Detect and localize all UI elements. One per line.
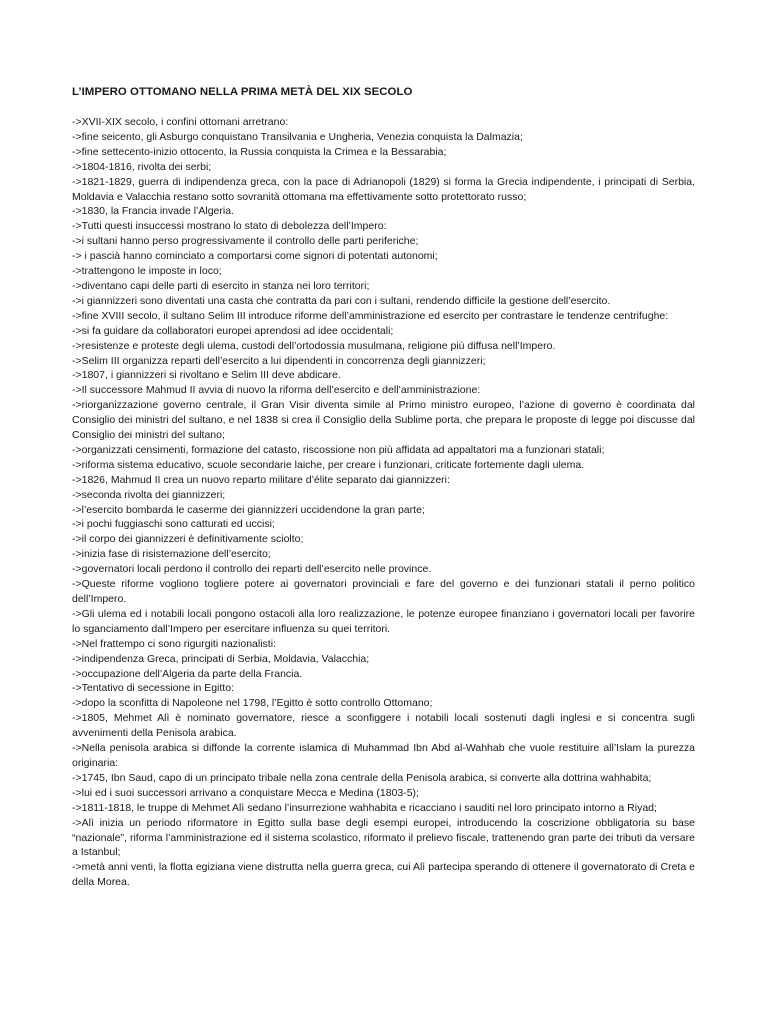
document-paragraph: ->i sultani hanno perso progressivamente il controllo delle parti periferiche; [72, 235, 419, 248]
document-paragraph: ->dopo la sconfitta di Napoleone nel 1798, l’Egitto è sotto controllo Ottomano; [72, 697, 433, 710]
document-paragraph: ->Tentativo di secessione in Egitto: [72, 682, 234, 695]
document-paragraph: ->Nella penisola arabica si diffonde la corrente islamica di Muhammad Ibn Abd al-Wahhab che vuole restituire all’Islam la purezza originaria: [72, 742, 695, 769]
document-paragraph: ->resistenze e proteste degli ulema, custodi dell’ortodossia musulmana, religione più diffusa nell’Impero. [72, 339, 556, 352]
document-paragraph: -> i pascià hanno cominciato a comportarsi come signori di potentati autonomi; [72, 250, 438, 263]
document-paragraph: ->lui ed i suoi successori arrivano a conquistare Mecca e Medina (1803-5); [72, 786, 419, 799]
document-paragraph: ->diventano capi delle parti di esercito in stanza nei loro territori; [72, 279, 370, 292]
document-paragraph: ->occupazione dell’Algeria da parte della Francia. [72, 667, 303, 680]
document-paragraph: ->1745, Ibn Saud, capo di un principato tribale nella zona centrale della Penisola arabica, si converte alla dottrina wahhabita; [72, 771, 652, 784]
document-paragraph: ->1826, Mahmud II crea un nuovo reparto militare d’élite separato dai giannizzeri: [72, 473, 450, 486]
document-paragraph: ->l’esercito bombarda le caserme dei giannizzeri uccidendone la gran parte; [72, 503, 425, 516]
document-paragraph: ->Selim III organizza reparti dell’esercito a lui dipendenti in concorrenza degli giannizzeri; [72, 354, 486, 367]
document-paragraph: ->inizia fase di risistemazione dell’esercito; [72, 548, 271, 561]
document-paragraph: ->indipendenza Greca, principati di Serbia, Moldavia, Valacchia; [72, 652, 370, 665]
document-paragraph: ->1807, i giannizzeri si rivoltano e Selim III deve abdicare. [72, 369, 341, 382]
document-paragraph: ->seconda rivolta dei giannizzeri; [72, 488, 226, 501]
document-paragraph: ->XVII-XIX secolo, i confini ottomani arretrano: [72, 116, 289, 128]
document-paragraph: ->1811-1818, le truppe di Mehmet Alì sedano l’insurrezione wahhabita e ricacciano i sauditi nel loro principato intorno a Riyad; [72, 801, 657, 814]
document-paragraph: ->Queste riforme vogliono togliere potere ai governatori provinciali e fare del governo e dei funzionari statali il perno politico dell’Impero. [72, 578, 695, 605]
document-paragraph: ->organizzati censimenti, formazione del catasto, riscossione non più affidata ad appaltatori ma a funzionari statali; [72, 443, 605, 456]
document-paragraph: ->Il successore Mahmud II avvia di nuovo la riforma dell’esercito e dell’amministrazione: [72, 384, 481, 397]
document-paragraph: ->i giannizzeri sono diventati una casta che contratta da pari con i sultani, rendendo difficile la gestione dell’esercito. [72, 294, 611, 307]
document-paragraph: ->fine XVIII secolo, il sultano Selim III introduce riforme dell’amministrazione ed esercito per contrastare le tendenze centrifughe: [72, 309, 669, 322]
document-paragraph: ->Nel frattempo ci sono rigurgiti nazionalisti: [72, 637, 276, 650]
document-paragraph: ->1804-1816, rivolta dei serbi; [72, 160, 212, 173]
document-paragraph: ->1830, la Francia invade l’Algeria. [72, 205, 234, 218]
document-paragraph: ->fine settecento-inizio ottocento, la Russia conquista la Crimea e la Bessarabia; [72, 145, 447, 158]
document-paragraph: ->metà anni venti, la flotta egiziana viene distrutta nella guerra greca, cui Alì partecipa sperando di ottenere il governatorato di Creta e della Morea. [72, 861, 695, 889]
document-paragraph: ->Gli ulema ed i notabili locali pongono ostacoli alla loro realizzazione, le potenze europee finanziano i governatori locali per favorire lo sganciamento dall’Impero per esercitare influenza su quei territori. [72, 607, 695, 635]
document-paragraph: ->governatori locali perdono il controllo dei reparti dell’esercito nelle province. [72, 563, 432, 576]
document-paragraph: ->1821-1829, guerra di indipendenza greca, con la pace di Adrianopoli (1829) si forma la Grecia indipendente, i principati di Serbia, Moldavia e Valacchia restano sotto sovranità ottomana ma effettivamente sotto protettorato russo; [72, 175, 695, 203]
document-body [72, 115, 695, 890]
document-paragraph: ->Alì inizia un periodo riformatore in Egitto sulla base degli esempi europei, introducendo la coscrizione obbligatoria su base “nazionale”, riforma l’amministrazione ed il sistema scolastico, riformato il prelievo fiscale, trattenendo gran parte dei tributi da versare a Istanbul; [72, 816, 695, 859]
document-paragraph: ->riforma sistema educativo, scuole secondarie laiche, per creare i funzionari, criticate fortemente dagli ulema. [72, 458, 585, 471]
document-paragraph: ->il corpo dei giannizzeri è definitivamente sciolto; [72, 533, 304, 546]
document-paragraph: ->fine seicento, gli Asburgo conquistano Transilvania e Ungheria, Venezia conquista la Dalmazia; [72, 130, 523, 143]
document-paragraph: ->si fa guidare da collaboratori europei aprendosi ad idee occidentali; [72, 324, 394, 337]
document-paragraph: ->1805, Mehmet Alì è nominato governatore, riesce a sconfiggere i notabili locali sostenuti dagli inglesi e si concentra sugli avvenimenti della Penisola arabica. [72, 712, 695, 740]
document-paragraph: ->Tutti questi insuccessi mostrano lo stato di debolezza dell’Impero: [72, 220, 387, 233]
document-paragraph: ->trattengono le imposte in loco; [72, 265, 222, 278]
document-title: L’IMPERO OTTOMANO NELLA PRIMA METÀ DEL XIX SECOLO [72, 86, 413, 98]
document-page [72, 84, 695, 890]
document-paragraph: ->i pochi fuggiaschi sono catturati ed uccisi; [72, 518, 275, 531]
document-paragraph: ->riorganizzazione governo centrale, il Gran Visir diventa simile al Primo ministro europeo, l’azione di governo è coordinata dal Consiglio dei ministri del sultano, e nel 1838 si crea il Consiglio della Sublime porta, che prepara le proposte di legge poi discusse dal Consiglio dei ministri del sultano; [72, 399, 695, 442]
